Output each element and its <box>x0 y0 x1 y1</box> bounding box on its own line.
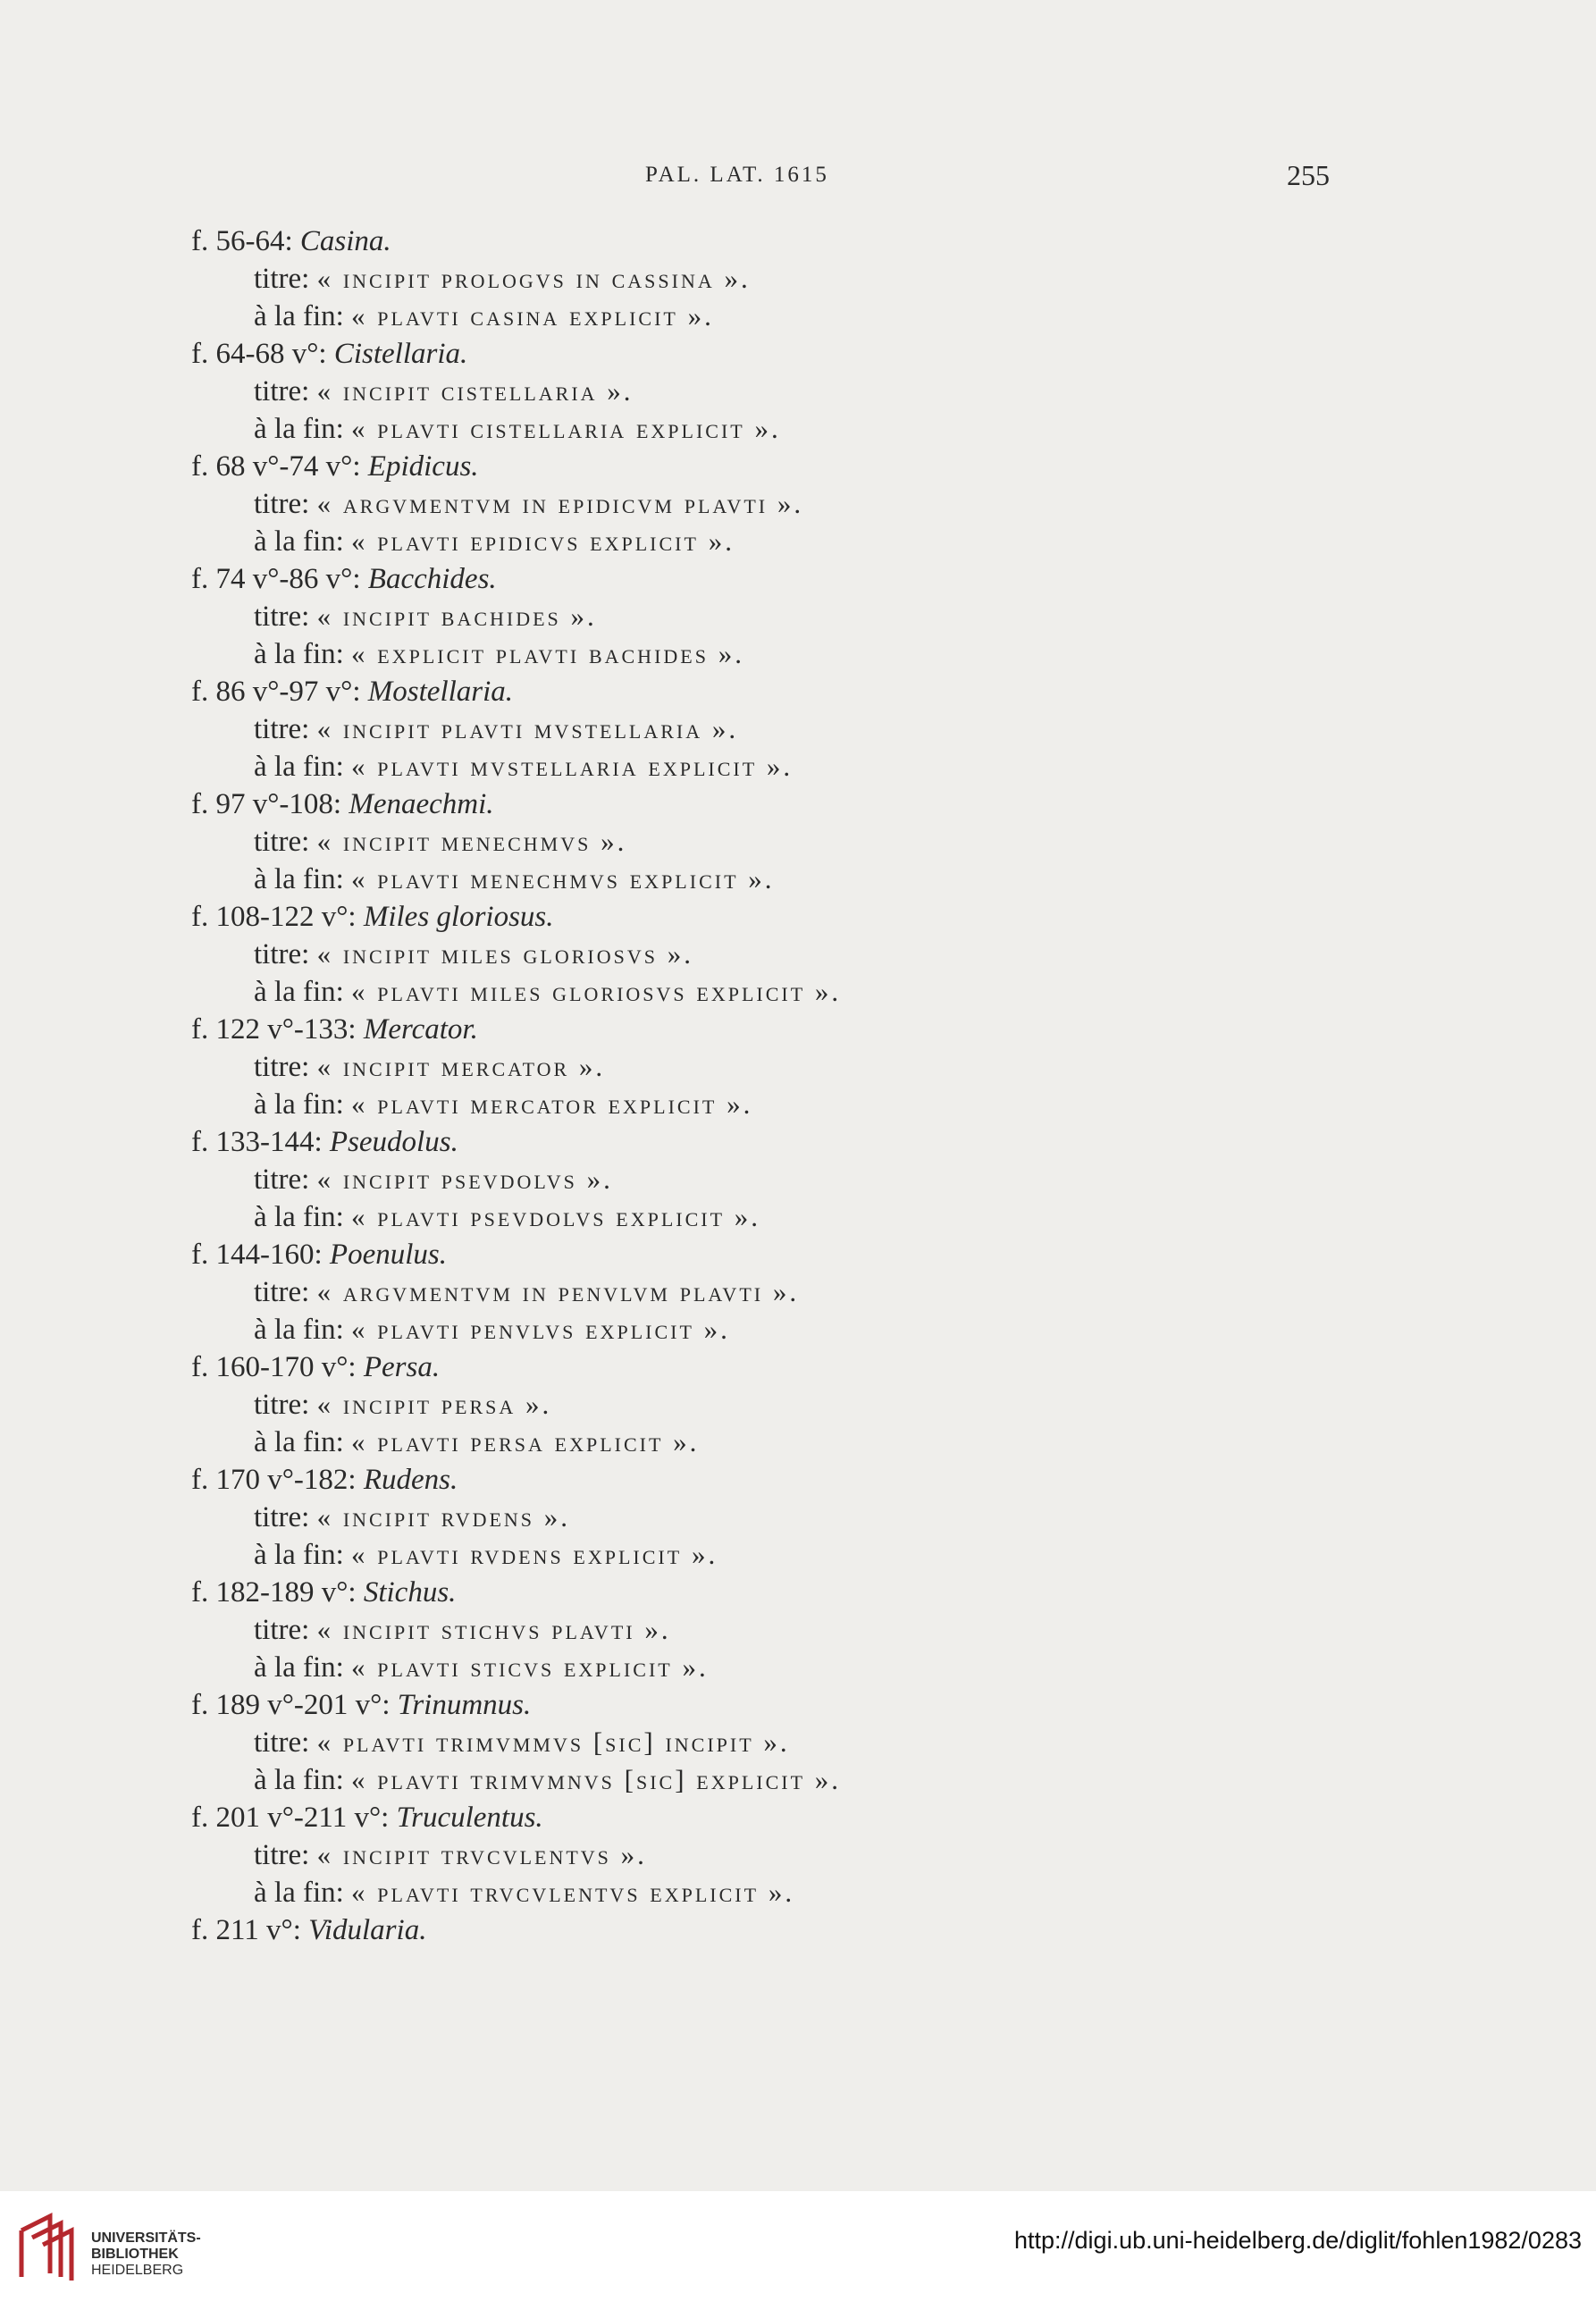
entry-heading <box>191 223 391 259</box>
fin-label: à la fin: <box>254 863 352 895</box>
fin-line <box>254 1087 752 1122</box>
titre-label: titre: <box>254 938 317 970</box>
explicit-text: « plavti mvstellaria explicit ». <box>351 751 794 782</box>
entry-heading <box>191 674 513 710</box>
incipit-text: « argvmentvm in epidicvm plavti ». <box>316 488 804 519</box>
titre-line <box>254 1499 570 1535</box>
titre-line <box>254 374 634 409</box>
incipit-text: « incipit mercator ». <box>316 1051 606 1082</box>
folio-range: f. 86 v°-97 v°: <box>191 676 368 708</box>
folio-range: f. 201 v°-211 v°: <box>191 1802 397 1834</box>
folio-range: f. 189 v°-201 v°: <box>191 1689 398 1721</box>
explicit-text: « plavti psevdolvs explicit ». <box>351 1201 761 1232</box>
folio-range: f. 68 v°-74 v°: <box>191 450 368 483</box>
folio-range: f. 170 v°-182: <box>191 1464 364 1496</box>
entry-heading <box>191 899 554 935</box>
entry-heading <box>191 1349 440 1385</box>
titre-line <box>254 486 803 522</box>
titre-label: titre: <box>254 488 317 520</box>
play-title: Poenulus. <box>329 1239 447 1271</box>
folio-range: f. 108-122 v°: <box>191 901 364 933</box>
manuscript-entries <box>191 223 1398 2025</box>
incipit-text: « incipit persa ». <box>316 1389 552 1420</box>
incipit-text: « incipit prologvs in cassina ». <box>316 263 751 294</box>
play-title: Miles gloriosus. <box>363 901 554 933</box>
catalogue-entry <box>191 1349 1398 1462</box>
fin-line <box>254 1762 841 1798</box>
fin-label: à la fin: <box>254 1088 352 1121</box>
titre-line <box>254 1274 799 1310</box>
explicit-text: « plavti cistellaria explicit ». <box>351 413 781 444</box>
titre-line <box>254 1612 671 1648</box>
folio-range: f. 144-160: <box>191 1239 330 1271</box>
catalogue-entry <box>191 1124 1398 1237</box>
titre-line <box>254 1049 605 1085</box>
catalogue-entry <box>191 674 1398 786</box>
play-title: Cistellaria. <box>333 338 468 370</box>
explicit-text: « plavti epidicvs explicit ». <box>351 525 735 557</box>
titre-line <box>254 711 738 747</box>
titre-label: titre: <box>254 1726 317 1759</box>
explicit-text: « plavti trvcvlentvs explicit ». <box>351 1877 795 1908</box>
incipit-text: « plavti trimvmmvs [sic] incipit ». <box>316 1726 790 1758</box>
play-title: Bacchides. <box>367 563 497 595</box>
fin-line <box>254 411 781 447</box>
titre-label: titre: <box>254 1163 317 1196</box>
fin-label: à la fin: <box>254 1651 352 1684</box>
explicit-text: « plavti rvdens explicit ». <box>351 1539 718 1570</box>
incipit-text: « incipit miles gloriosvs ». <box>316 938 693 970</box>
entry-heading <box>191 1912 426 1948</box>
catalogue-entry <box>191 1012 1398 1124</box>
incipit-text: « incipit trvcvlentvs ». <box>316 1839 647 1870</box>
titre-line <box>254 599 597 634</box>
titre-label: titre: <box>254 601 317 633</box>
explicit-text: « plavti casina explicit ». <box>351 300 714 332</box>
catalogue-entry <box>191 1575 1398 1687</box>
catalogue-entry <box>191 449 1398 561</box>
catalogue-entry <box>191 1462 1398 1575</box>
fin-line <box>254 749 793 785</box>
entry-heading <box>191 561 497 597</box>
play-title: Truculentus. <box>396 1802 543 1834</box>
library-logo[interactable] <box>16 2211 201 2282</box>
fin-label: à la fin: <box>254 1426 352 1458</box>
incipit-text: « incipit rvdens ». <box>316 1501 571 1533</box>
titre-line <box>254 824 626 860</box>
incipit-text: « incipit menechmvs ». <box>316 826 627 857</box>
titre-label: titre: <box>254 1276 317 1308</box>
catalogue-entry <box>191 1237 1398 1349</box>
titre-line <box>254 1725 790 1760</box>
folio-range: f. 133-144: <box>191 1126 330 1158</box>
folio-range: f. 64-68 v°: <box>191 338 334 370</box>
folio-range: f. 182-189 v°: <box>191 1576 364 1609</box>
play-title: Epidicus. <box>367 450 479 483</box>
explicit-text: « plavti penvlvs explicit ». <box>351 1314 730 1345</box>
catalogue-entry <box>191 1687 1398 1800</box>
entry-heading <box>191 786 494 822</box>
fin-line <box>254 636 744 672</box>
fin-label: à la fin: <box>254 525 352 558</box>
play-title: Mercator. <box>363 1013 478 1046</box>
play-title: Vidularia. <box>308 1914 427 1946</box>
catalogue-entry <box>191 336 1398 449</box>
fin-label: à la fin: <box>254 300 352 332</box>
fin-label: à la fin: <box>254 1539 352 1571</box>
titre-label: titre: <box>254 1614 317 1646</box>
catalogue-entry <box>191 561 1398 674</box>
fin-label: à la fin: <box>254 1877 352 1909</box>
explicit-text: « plavti miles gloriosvs explicit ». <box>351 976 842 1007</box>
library-name-line2: BIBLIOTHEK <box>91 2247 179 2262</box>
folio-range: f. 160-170 v°: <box>191 1351 364 1383</box>
incipit-text: « argvmentvm in penvlvm plavti ». <box>316 1276 800 1307</box>
play-title: Menaechmi. <box>349 788 494 820</box>
entry-heading <box>191 336 467 372</box>
folio-range: f. 211 v°: <box>191 1914 309 1946</box>
explicit-text: « plavti menechmvs explicit ». <box>351 863 775 895</box>
fin-label: à la fin: <box>254 638 352 670</box>
fin-line <box>254 1537 718 1573</box>
folio-range: f. 97 v°-108: <box>191 788 349 820</box>
incipit-text: « incipit plavti mvstellaria ». <box>316 713 739 744</box>
library-name-line1: UNIVERSITÄTS- <box>91 2230 201 2246</box>
fin-line <box>254 1312 730 1348</box>
titre-label: titre: <box>254 375 317 407</box>
explicit-text: « plavti trimvmnvs [sic] explicit ». <box>351 1764 842 1795</box>
titre-label: titre: <box>254 1501 317 1533</box>
titre-label: titre: <box>254 263 317 295</box>
catalogue-entry <box>191 223 1398 336</box>
page-number: 255 <box>1287 159 1330 191</box>
folio-range: f. 56-64: <box>191 225 300 257</box>
explicit-text: « plavti mercator explicit ». <box>351 1088 753 1120</box>
running-head: PAL. LAT. 1615 <box>645 163 829 187</box>
page-header <box>0 159 1596 195</box>
folio-range: f. 74 v°-86 v°: <box>191 563 368 595</box>
entry-heading <box>191 1800 543 1835</box>
source-url-link[interactable]: http://digi.ub.uni-heidelberg.de/diglit/fohlen1982/0283 <box>1014 2227 1582 2254</box>
titre-line <box>254 1162 613 1197</box>
fin-label: à la fin: <box>254 1764 352 1796</box>
play-title: Persa. <box>363 1351 441 1383</box>
explicit-text: « plavti sticvs explicit ». <box>351 1651 709 1683</box>
fin-line <box>254 1199 760 1235</box>
entry-heading <box>191 1124 458 1160</box>
incipit-text: « incipit stichvs plavti ». <box>316 1614 671 1645</box>
library-logo-icon <box>16 2211 80 2282</box>
titre-line <box>254 261 751 297</box>
play-title: Rudens. <box>363 1464 458 1496</box>
entry-heading <box>191 1012 478 1047</box>
fin-line <box>254 1875 794 1911</box>
play-title: Casina. <box>299 225 391 257</box>
entry-heading <box>191 1575 456 1610</box>
entry-heading <box>191 1462 458 1498</box>
titre-line <box>254 1837 647 1873</box>
explicit-text: « explicit plavti bachides ». <box>351 638 744 669</box>
titre-line <box>254 937 693 972</box>
catalogue-entry <box>191 786 1398 899</box>
play-title: Trinumnus. <box>397 1689 532 1721</box>
fin-label: à la fin: <box>254 751 352 783</box>
library-name-line3: HEIDELBERG <box>91 2263 184 2278</box>
titre-label: titre: <box>254 1389 317 1421</box>
fin-line <box>254 861 775 897</box>
fin-line <box>254 974 841 1010</box>
fin-line <box>254 1424 699 1460</box>
catalogue-entry-last <box>191 1912 1398 2025</box>
explicit-text: « plavti persa explicit ». <box>351 1426 700 1457</box>
titre-line <box>254 1387 551 1423</box>
fin-label: à la fin: <box>254 1314 352 1346</box>
titre-label: titre: <box>254 713 317 745</box>
fin-label: à la fin: <box>254 413 352 445</box>
titre-label: titre: <box>254 826 317 858</box>
library-name <box>91 2230 201 2279</box>
entry-heading <box>191 1237 447 1273</box>
fin-line <box>254 524 735 559</box>
catalogue-entry <box>191 1800 1398 1912</box>
footer-bar <box>0 2191 1596 2310</box>
catalogue-entry <box>191 899 1398 1012</box>
entry-heading <box>191 449 479 484</box>
folio-range: f. 122 v°-133: <box>191 1013 364 1046</box>
incipit-text: « incipit cistellaria ». <box>316 375 634 407</box>
play-title: Pseudolus. <box>329 1126 458 1158</box>
fin-label: à la fin: <box>254 976 352 1008</box>
fin-line <box>254 298 714 334</box>
play-title: Mostellaria. <box>367 676 514 708</box>
fin-label: à la fin: <box>254 1201 352 1233</box>
entry-heading <box>191 1687 531 1723</box>
incipit-text: « incipit psevdolvs ». <box>316 1163 613 1195</box>
titre-label: titre: <box>254 1839 317 1871</box>
titre-label: titre: <box>254 1051 317 1083</box>
fin-line <box>254 1650 709 1685</box>
incipit-text: « incipit bachides ». <box>316 601 597 632</box>
play-title: Stichus. <box>363 1576 457 1609</box>
